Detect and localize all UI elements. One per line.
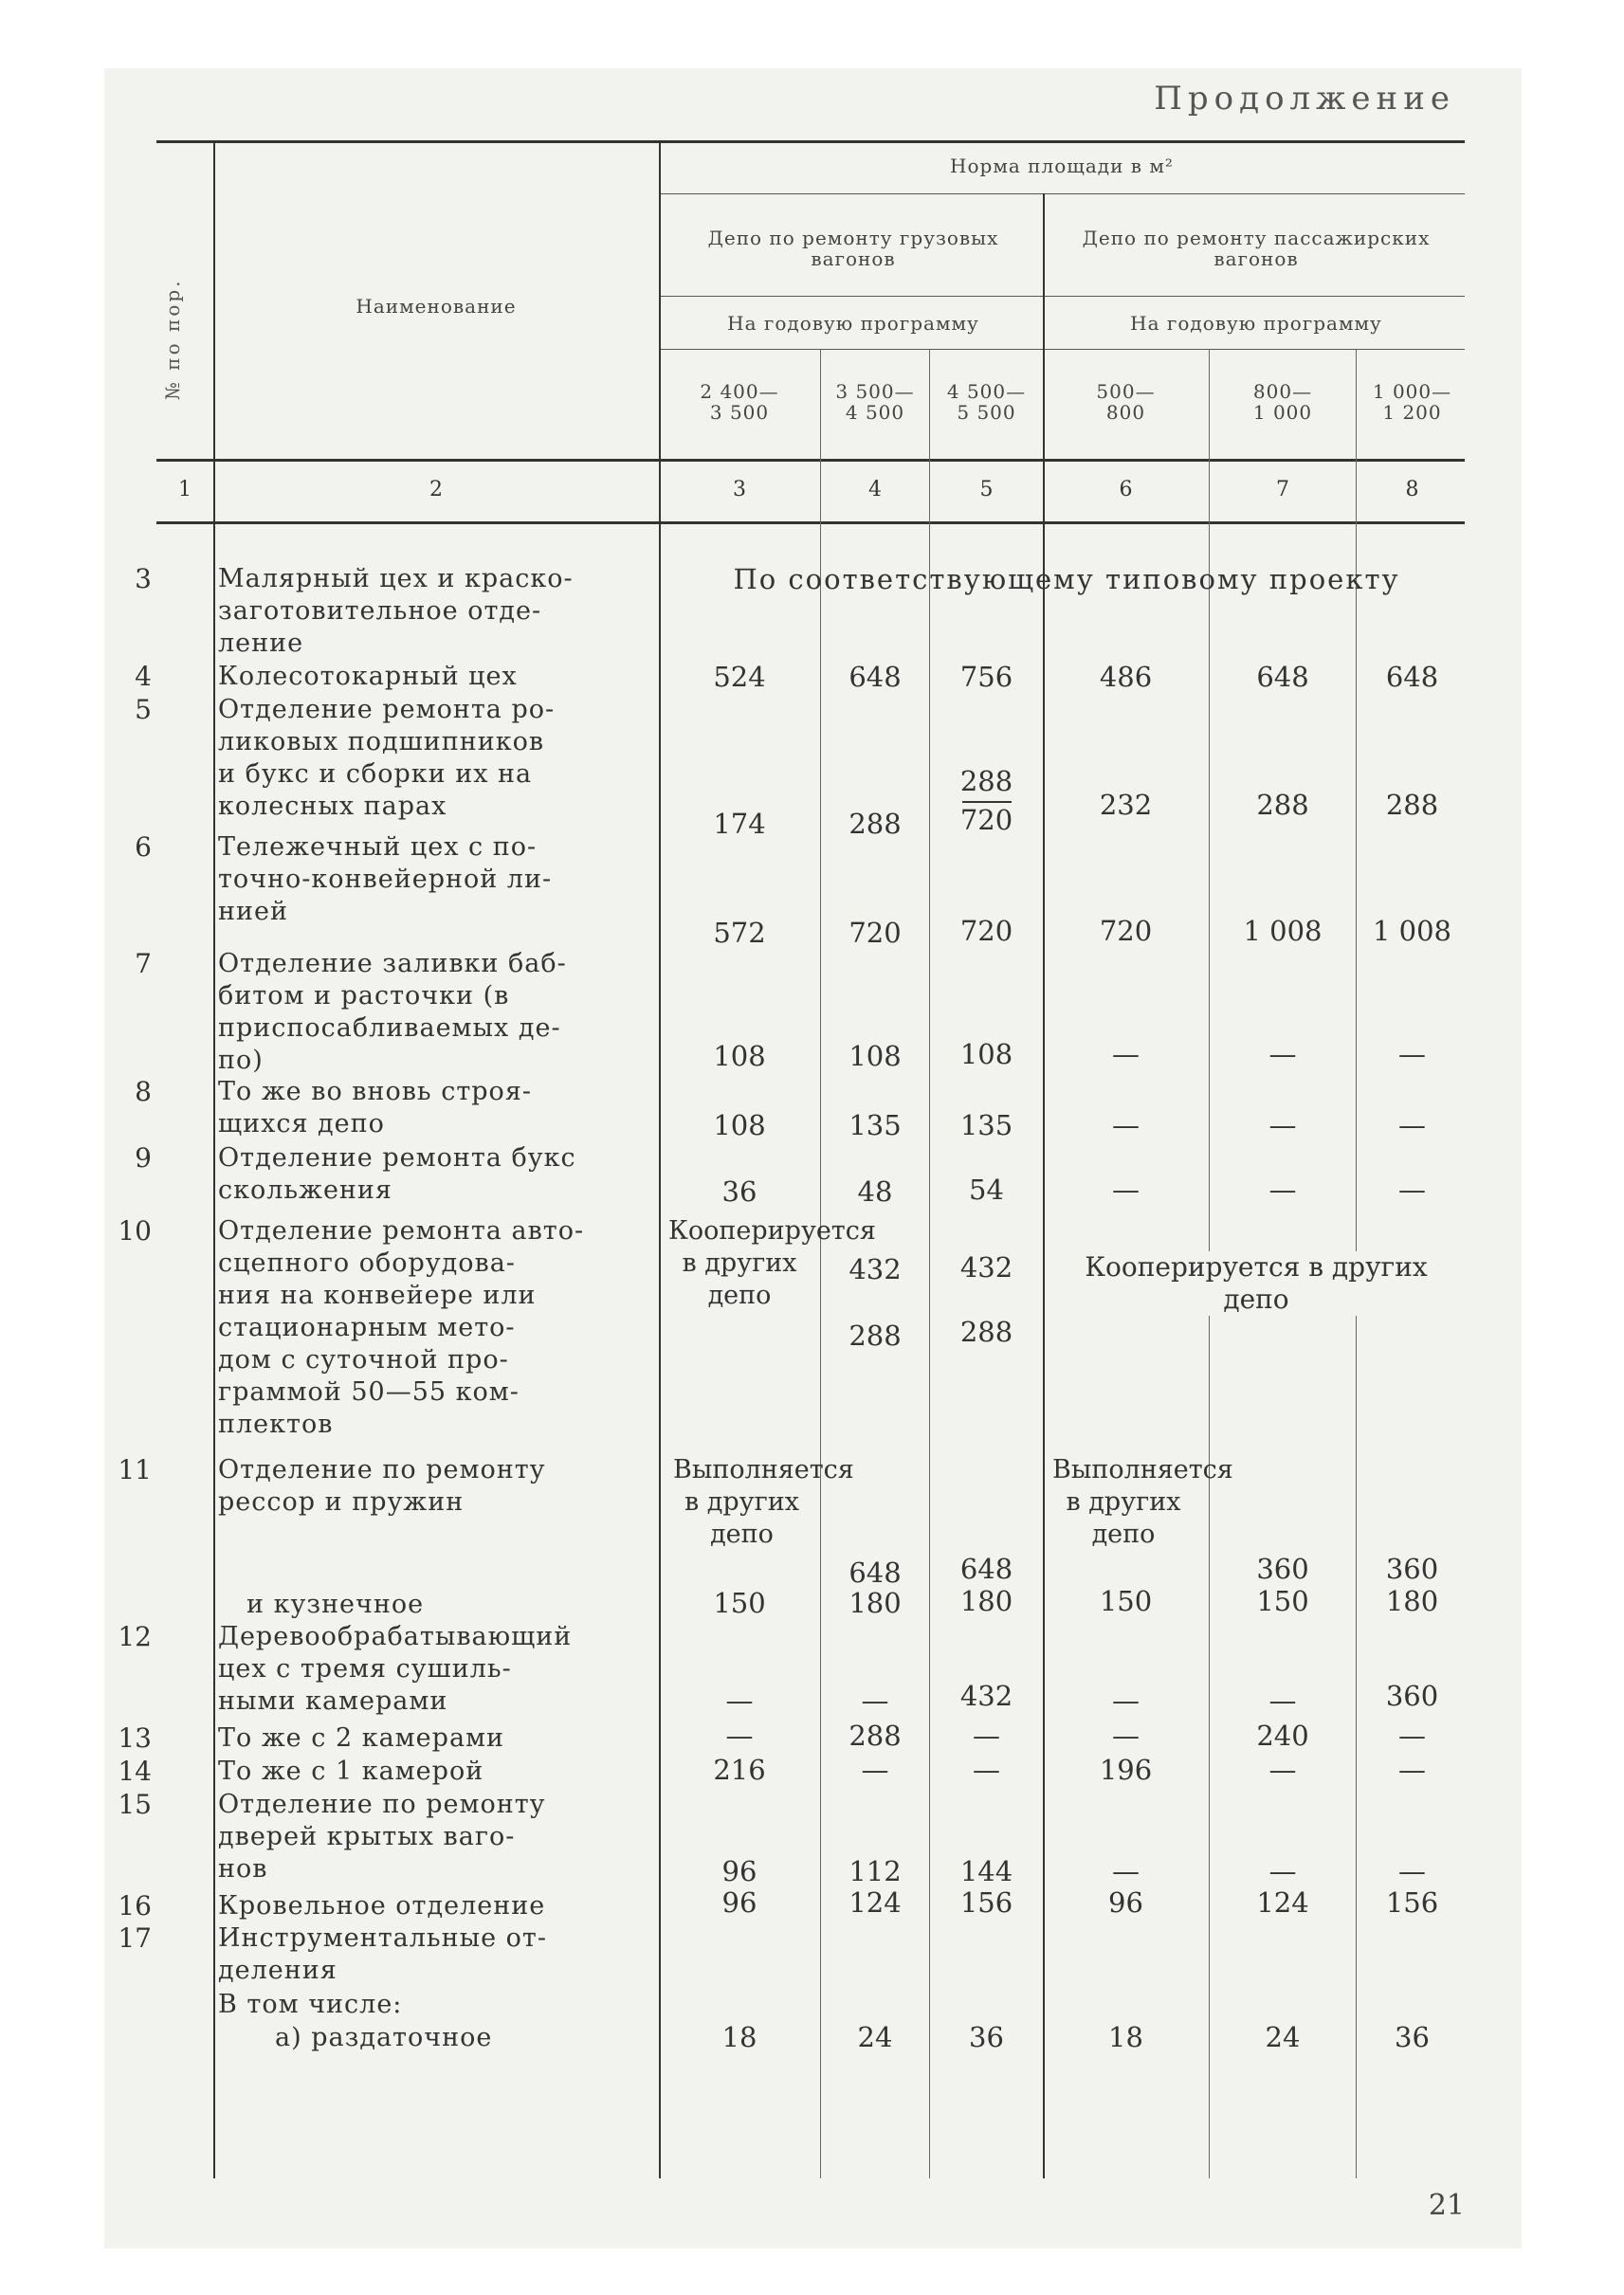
cell-c4: 24	[857, 2021, 893, 2053]
row-name: То же во вновь строя- щихся депо	[218, 1077, 532, 1138]
row-name: Кровельное отделение	[218, 1891, 546, 1921]
colnum-bottom-rule	[156, 521, 1465, 524]
cell-c3: 96	[721, 1855, 757, 1887]
cell-c8: —	[1398, 1720, 1426, 1752]
row-number: 11	[118, 1454, 152, 1485]
cell-c7: 648	[1256, 661, 1309, 693]
cell-c8: 156	[1385, 1886, 1439, 1919]
cell-c8: —	[1398, 1754, 1426, 1786]
row-number: 16	[118, 1890, 152, 1922]
cell-c7: 240	[1256, 1720, 1309, 1752]
row-name: Тележечный цех с по- точно-конвейерной ли- нией	[218, 832, 553, 926]
group-rule	[659, 296, 1465, 297]
cell-c7: —	[1268, 1109, 1297, 1141]
cell-c6: 720	[1099, 915, 1153, 947]
row-number: 14	[118, 1756, 152, 1787]
cell-c8: 360	[1385, 1680, 1439, 1712]
cell-c5: 432	[959, 1251, 1013, 1284]
cell-c7: 360	[1256, 1553, 1309, 1585]
row-name: Колесотокарный цех	[218, 662, 518, 691]
row-number: 5	[135, 694, 152, 725]
colnum-7: 7	[1276, 478, 1289, 501]
row-number: 9	[135, 1142, 152, 1174]
cell-c5: 54	[969, 1174, 1004, 1206]
header-range-3: 2 400— 3 500	[700, 380, 779, 424]
row-name: То же с 1 камерой	[218, 1757, 484, 1786]
cell-c678-note: Кооперируется в других депо	[1052, 1251, 1460, 1316]
cell-c3: —	[725, 1685, 754, 1717]
cell-c6: —	[1112, 1855, 1140, 1887]
row-name: Отделение ремонта авто- сцепного оборудова- ния на конвейере или стационарным мето- дом с суточной про- граммой 50—55 ком- плектов	[218, 1216, 585, 1439]
cell-c4: 135	[848, 1109, 902, 1141]
cell-c3: 216	[713, 1754, 766, 1786]
row-span-note: По соответствующему типовому проекту	[733, 563, 1400, 595]
col-divider-5	[1043, 193, 1045, 2178]
header-range-7: 800— 1 000	[1252, 380, 1313, 424]
cell-c3-note: Выполняется в других депо	[673, 1455, 854, 1549]
cell-c5: 36	[969, 2021, 1004, 2053]
cell-c5: 156	[959, 1886, 1013, 1919]
cell-c4: 288	[848, 1320, 902, 1352]
cell-c6: —	[1112, 1038, 1140, 1070]
row-number: 12	[118, 1621, 152, 1652]
cell-c7: 150	[1256, 1585, 1309, 1617]
row-name: Отделение ремонта ро- ликовых подшипников и букс и сборки их на колесных парах	[218, 695, 556, 821]
cell-c8: 180	[1385, 1585, 1439, 1617]
cell-c8: 1 008	[1372, 915, 1452, 947]
row-name: Инструментальные от- деления	[218, 1923, 547, 1985]
colnum-4: 4	[868, 478, 882, 501]
cell-c5: 108	[959, 1038, 1013, 1070]
col-divider-3	[820, 349, 821, 2178]
cell-c4: 124	[848, 1886, 902, 1919]
table-top-rule	[156, 140, 1465, 143]
cell-c5-numerator: 288	[959, 765, 1013, 797]
header-bottom-rule	[156, 459, 1465, 462]
cell-c3: 174	[713, 808, 766, 840]
cell-c4: —	[861, 1754, 889, 1786]
cell-c8: 288	[1385, 789, 1439, 821]
cell-c6: —	[1112, 1720, 1140, 1752]
cell-c8: —	[1398, 1038, 1426, 1070]
header-group-freight: Депо по ремонту грузовых вагонов	[707, 227, 999, 270]
cell-c8: —	[1398, 1109, 1426, 1141]
cell-c3: 18	[721, 2021, 757, 2053]
header-program-freight: На годовую программу	[727, 312, 979, 335]
cell-c5: —	[973, 1754, 1000, 1786]
colnum-1: 1	[178, 478, 192, 501]
cell-c3: 150	[713, 1587, 766, 1619]
header-range-5: 4 500— 5 500	[946, 380, 1027, 424]
col-divider-2	[659, 140, 661, 2178]
cell-c4: 648	[848, 1557, 902, 1589]
cell-c4: 48	[857, 1175, 893, 1208]
row-number: 10	[118, 1215, 152, 1247]
cell-c6: —	[1112, 1109, 1140, 1141]
row-number: 13	[118, 1722, 152, 1754]
cell-c6: 486	[1099, 661, 1153, 693]
row-name: а) раздаточное	[275, 2023, 493, 2052]
cell-c6: 232	[1099, 789, 1153, 821]
row-number: 17	[118, 1922, 152, 1954]
header-range-6: 500— 800	[1096, 380, 1156, 424]
cell-c8: 36	[1395, 2021, 1430, 2053]
continuation-label: Продолжение	[1154, 80, 1455, 118]
row-name: Отделение ремонта букс скольжения	[218, 1143, 576, 1205]
header-norm: Норма площади в м²	[950, 155, 1174, 177]
col-divider-1	[213, 140, 215, 2178]
header-group-passenger: Депо по ремонту пассажирских вагонов	[1082, 227, 1431, 270]
colnum-2: 2	[429, 478, 443, 501]
row-name: Малярный цех и краско- заготовительное отде- ление	[218, 564, 574, 658]
row-number: 4	[135, 661, 152, 692]
cell-c7: —	[1268, 1855, 1297, 1887]
cell-c3: 524	[713, 661, 766, 693]
row-number: 8	[135, 1076, 152, 1107]
cell-c3: 36	[721, 1175, 757, 1208]
program-rule	[659, 349, 1465, 350]
cell-c4: 112	[848, 1855, 902, 1887]
cell-c5: 144	[959, 1855, 1013, 1887]
cell-c4: 180	[848, 1587, 902, 1619]
cell-c5: —	[973, 1720, 1000, 1752]
cell-c5-denominator: 720	[959, 804, 1013, 836]
row-number: 3	[135, 563, 152, 594]
cell-c8: —	[1398, 1174, 1426, 1206]
cell-c3: 572	[713, 917, 766, 949]
row-name: Отделение по ремонту дверей крытых ваго- нов	[218, 1790, 546, 1884]
header-range-4: 3 500— 4 500	[835, 380, 915, 424]
cell-c4: 288	[848, 1720, 902, 1752]
document-page	[104, 68, 1522, 2249]
cell-c7: 24	[1265, 2021, 1301, 2053]
cell-c4: 720	[848, 917, 902, 949]
cell-c5: 135	[959, 1109, 1013, 1141]
colnum-6: 6	[1119, 478, 1133, 501]
header-col-name: Наименование	[356, 295, 517, 318]
fraction-bar	[962, 801, 1012, 803]
cell-c7: —	[1268, 1174, 1297, 1206]
cell-c5: 432	[959, 1680, 1013, 1712]
cell-c6: 150	[1099, 1585, 1153, 1617]
cell-c6: 18	[1108, 2021, 1143, 2053]
cell-c5: 756	[959, 661, 1013, 693]
cell-c4: 288	[848, 808, 902, 840]
cell-c4: 432	[848, 1253, 902, 1285]
cell-c6-note: Выполняется в других депо	[1052, 1455, 1233, 1549]
row-number: 7	[135, 948, 152, 979]
row-name: и кузнечное	[246, 1590, 425, 1619]
cell-c8: 360	[1385, 1553, 1439, 1585]
cell-c7: 288	[1256, 789, 1309, 821]
page-number: 21	[1428, 2189, 1465, 2222]
header-col-num: № по пор.	[161, 278, 184, 400]
norm-rule	[659, 193, 1465, 194]
row-name: В том числе:	[218, 1990, 403, 2019]
cell-c7: 124	[1256, 1886, 1309, 1919]
cell-c4: 108	[848, 1040, 902, 1072]
cell-c3: 108	[713, 1109, 766, 1141]
cell-c6: —	[1112, 1685, 1140, 1717]
cell-c8: 648	[1385, 661, 1439, 693]
cell-c6: —	[1112, 1174, 1140, 1206]
colnum-3: 3	[733, 478, 746, 501]
cell-c7: 1 008	[1243, 915, 1323, 947]
cell-c3: 108	[713, 1040, 766, 1072]
row-number: 6	[135, 831, 152, 863]
cell-c5: 288	[959, 1316, 1013, 1348]
cell-c4: —	[861, 1685, 889, 1717]
row-name: Отделение заливки баб- битом и расточки (в приспосабливаемых де- по)	[218, 949, 567, 1075]
cell-c5: 648	[959, 1553, 1013, 1585]
row-name: То же с 2 камерами	[218, 1723, 505, 1753]
col-divider-4	[929, 349, 930, 2178]
colnum-5: 5	[979, 478, 994, 501]
header-range-8: 1 000— 1 200	[1372, 380, 1452, 424]
cell-c3: —	[725, 1720, 754, 1752]
cell-c7: —	[1268, 1754, 1297, 1786]
cell-c4: 648	[848, 661, 902, 693]
cell-c3-note: Кооперируется в других депо	[668, 1216, 876, 1310]
cell-c5: 180	[959, 1585, 1013, 1617]
cell-c8: —	[1398, 1855, 1426, 1887]
cell-c7: —	[1268, 1038, 1297, 1070]
colnum-8: 8	[1405, 478, 1419, 501]
cell-c7: —	[1268, 1685, 1297, 1717]
row-number: 15	[118, 1789, 152, 1820]
cell-c3: 96	[721, 1886, 757, 1919]
row-name: Отделение по ремонту рессор и пружин	[218, 1455, 546, 1517]
cell-c5: 720	[959, 915, 1013, 947]
header-program-passenger: На годовую программу	[1130, 312, 1382, 335]
cell-c6: 196	[1099, 1754, 1153, 1786]
cell-c6: 96	[1108, 1886, 1143, 1919]
row-name: Деревообрабатывающий цех с тремя сушиль- ными камерами	[218, 1622, 573, 1716]
